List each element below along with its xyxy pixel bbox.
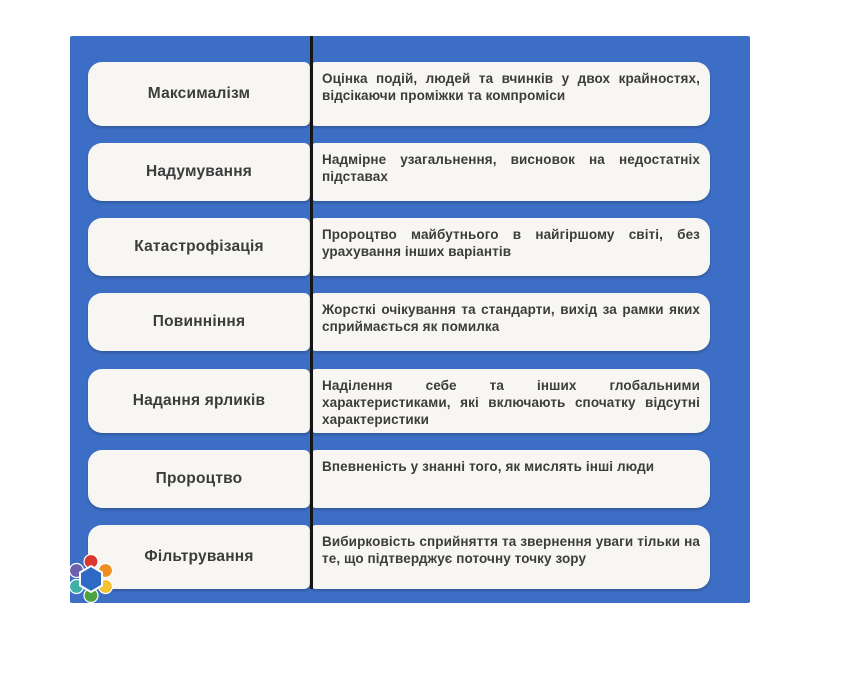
term-label: Фільтрування (144, 547, 254, 565)
description-card (310, 525, 710, 589)
term-card (88, 143, 310, 201)
table-row (88, 525, 710, 589)
description-text: Вибирковість сприйняття та звернення уваги тільки на те, що підтверджує поточну точку зору (322, 533, 700, 566)
description-text: Надмірне узагальнення, висновок на недостатніх підставах (322, 152, 700, 185)
term-label: Максималізм (147, 85, 251, 102)
term-card (88, 450, 310, 508)
table (70, 36, 750, 603)
rainbow-hexagon-logo-icon (64, 551, 118, 605)
description-card (310, 62, 710, 126)
description-text: Оцінка подій, людей та вчинків у двох крайностях, відсікаючи проміжки та компроміси (322, 71, 700, 103)
term-card (88, 293, 310, 351)
term-label: Надумування (145, 163, 253, 181)
description-card (310, 369, 710, 433)
term-label: Надання ярликів (132, 391, 266, 409)
rainbow-hexagon-logo-svg (64, 551, 118, 605)
description-text: Пророцтво майбутнього в найгіршому світі, без урахування інших варіантів (322, 227, 700, 260)
term-card (88, 369, 310, 433)
table-row (88, 62, 710, 126)
term-card (88, 525, 310, 589)
vertical-divider-line (310, 36, 313, 589)
description-card (310, 293, 710, 351)
table-row (88, 293, 710, 351)
table-row (88, 450, 710, 508)
table-row (88, 143, 710, 201)
term-label: Пророцтво (155, 469, 243, 487)
term-label: Повинніння (152, 313, 246, 331)
description-text: Наділення себе та інших глобальними характеристиками, які включають спочатку відсутні характеристики (322, 377, 700, 427)
description-card (310, 450, 710, 508)
table-row (88, 369, 710, 433)
table-row (88, 218, 710, 276)
description-card (310, 218, 710, 276)
description-text: Впевненість у знанні того, як мислять інші люди (322, 458, 655, 474)
description-text: Жорсткі очікування та стандарти, вихід за рамки яких сприймається як помилка (322, 302, 700, 335)
term-card (88, 218, 310, 276)
description-card (310, 143, 710, 201)
blue-table-panel (70, 36, 750, 603)
term-label: Катастрофізація (134, 238, 264, 256)
term-card (88, 62, 310, 126)
